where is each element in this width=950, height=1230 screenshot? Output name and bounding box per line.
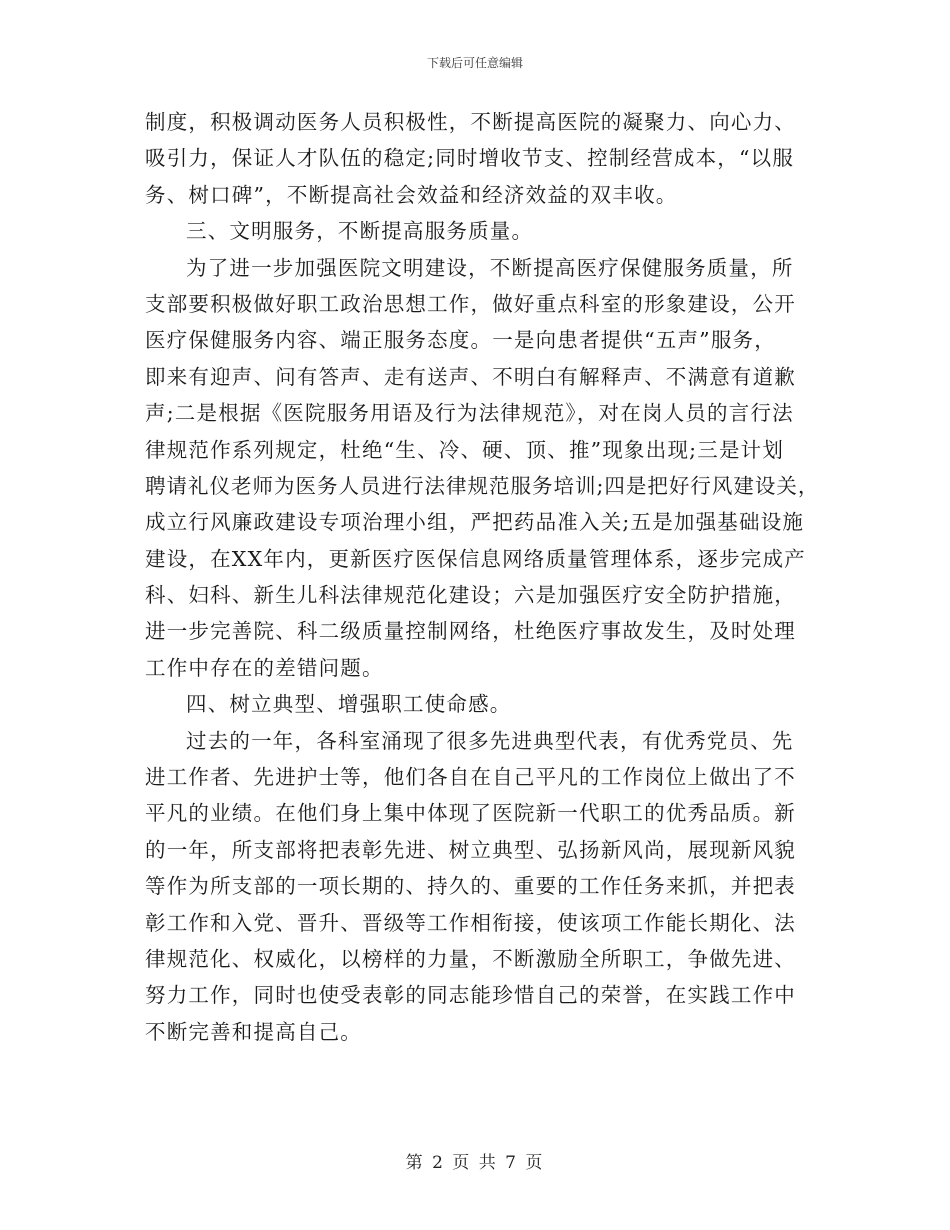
- text-line: 医疗保健服务内容、端正服务态度。一是向患者提供“五声”服务，: [145, 328, 776, 353]
- text-line: 律规范作系列规定，杜绝“生、冷、硬、顶、推”现象出现;三是计划: [145, 437, 785, 462]
- text-line: 为了进一步加强医院文明建设，不断提高医疗保健服务质量，所: [186, 255, 794, 280]
- text-line: 等作为所支部的一项长期的、持久的、重要的工作任务来抓，并把表: [145, 874, 796, 899]
- text-line: 四、树立典型、增强职工使命感。: [186, 692, 512, 717]
- text-line: 努力工作，同时也使受表彰的同志能珍惜自己的荣誉，在实践工作中: [145, 983, 796, 1008]
- text-line: 工作中存在的差错问题。: [145, 655, 384, 680]
- text-line: 声;二是根据《医院服务用语及行为法律规范》，对在岗人员的言行法: [145, 401, 794, 426]
- text-line: 即来有迎声、问有答声、走有送声、不明白有解释声、不满意有道歉: [145, 364, 796, 389]
- text-line: 进工作者、先进护士等，他们各自在自己平凡的工作岗位上做出了不: [145, 765, 796, 790]
- text-line: 务、树口碑”，不断提高社会效益和经济效益的双丰收。: [145, 182, 678, 207]
- text-line: 进一步完善院、科二级质量控制网络，杜绝医疗事故发生，及时处理: [145, 619, 796, 644]
- text-line: 过去的一年，各科室涌现了很多先进典型代表，有优秀党员、先: [186, 728, 794, 753]
- text-line: 建设，在XX年内，更新医疗医保信息网络质量管理体系，逐步完成产: [145, 546, 806, 571]
- page-header-note: 下载后可任意编辑: [426, 56, 523, 70]
- text-line: 平凡的业绩。在他们身上集中体现了医院新一代职工的优秀品质。新: [145, 801, 796, 826]
- text-line: 支部要积极做好职工政治思想工作，做好重点科室的形象建设，公开: [145, 291, 796, 316]
- text-line: 聘请礼仪老师为医务人员进行法律规范服务培训;四是把好行风建设关，: [145, 473, 820, 498]
- text-line: 三、文明服务，不断提高服务质量。: [186, 219, 534, 244]
- text-line: 成立行风廉政建设专项治理小组，严把药品准入关;五是加强基础设施: [145, 510, 805, 535]
- text-line: 彰工作和入党、晋升、晋级等工作相衔接，使该项工作能长期化、法: [145, 910, 796, 935]
- document-body: [145, 104, 820, 1050]
- text-line: 吸引力，保证人才队伍的稳定;同时增收节支、控制经营成本，“以服: [145, 146, 795, 171]
- text-line: 科、妇科、新生儿科法律规范化建设；六是加强医疗安全防护措施，: [145, 583, 796, 608]
- text-line: 律规范化、权威化，以榜样的力量，不断激励全所职工，争做先进、: [145, 946, 796, 971]
- text-line: 不断完善和提高自己。: [145, 1019, 362, 1044]
- text-line: 的一年，所支部将把表彰先进、树立典型、弘扬新风尚，展现新风貌: [145, 837, 796, 862]
- text-line: 制度，积极调动医务人员积极性，不断提高医院的凝聚力、向心力、: [145, 110, 796, 134]
- page-number: 第 2 页 共 7 页: [405, 1153, 545, 1173]
